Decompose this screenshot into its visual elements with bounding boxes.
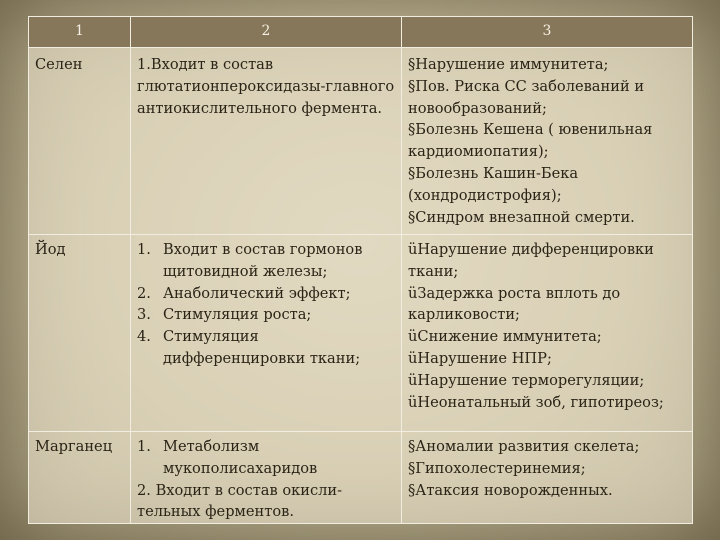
functions-list: [137, 436, 395, 480]
bullet-marker: ü: [408, 393, 418, 411]
functions-cell: [131, 235, 402, 432]
deficiency-cell: [402, 235, 693, 432]
header-cell-3: 3: [402, 17, 693, 48]
deficiency-text: Неонатальный зоб, гипотиреоз;: [417, 393, 664, 411]
functions-cell: [131, 48, 402, 235]
bullet-marker: §: [408, 77, 416, 95]
header-row: [29, 17, 693, 48]
list-item: [137, 304, 395, 326]
list-item: [408, 436, 686, 458]
list-item: [408, 239, 686, 283]
element-name-cell: Селен: [29, 48, 131, 235]
list-item: [408, 348, 686, 370]
table-row: [29, 235, 693, 432]
function-text: Стимуляция роста;: [163, 306, 312, 324]
list-item: [137, 436, 395, 480]
element-name-cell: Марганец: [29, 432, 131, 524]
bullet-marker: §: [408, 208, 416, 226]
deficiency-text: Атаксия новорожденных.: [415, 481, 613, 499]
deficiency-text: Болезнь Кашин-Бека (хондродистрофия);: [408, 164, 579, 204]
item-number: 4.: [137, 328, 151, 346]
list-item: [408, 480, 686, 502]
functions-list: [137, 239, 395, 370]
functions-tail-text: 2. Входит в состав окисли-тельных ферментов.: [137, 481, 343, 521]
list-item: [408, 283, 686, 327]
list-item: [137, 326, 395, 370]
deficiency-text: Синдром внезапной смерти.: [415, 208, 635, 226]
list-item: [137, 239, 395, 283]
deficiency-cell: [402, 432, 693, 524]
header-cell-2: 2: [131, 17, 402, 48]
list-item: [408, 76, 686, 120]
deficiency-text: Нарушение НПР;: [417, 349, 552, 367]
bullet-marker: ü: [408, 349, 418, 367]
functions-text: 1.Входит в состав глютатионпероксидазы-главного антиокислительного фермента.: [137, 56, 395, 117]
deficiency-text: Гипохолестеринемия;: [415, 459, 586, 477]
deficiency-list: [408, 239, 686, 413]
bullet-marker: §: [408, 56, 416, 73]
deficiency-text: Снижение иммунитета;: [417, 328, 602, 346]
bullet-marker: ü: [408, 328, 418, 346]
table-row: [29, 432, 693, 524]
list-item: [408, 54, 686, 76]
bullet-marker: §: [408, 459, 416, 477]
item-number: 1.: [137, 438, 151, 455]
function-text: Стимуляция дифференцировки ткани;: [163, 328, 361, 367]
bullet-marker: ü: [408, 241, 418, 258]
table-row: [29, 48, 693, 235]
deficiency-text: Пов. Риска СС заболеваний и новообразований;: [408, 77, 645, 117]
bullet-marker: §: [408, 121, 416, 139]
deficiency-text: Нарушение иммунитета;: [415, 56, 609, 73]
deficiency-text: Нарушение дифференцировки ткани;: [408, 241, 654, 280]
list-item: [408, 119, 686, 163]
function-text: Анаболический эффект;: [163, 284, 351, 302]
bullet-marker: ü: [408, 284, 418, 302]
list-item: [408, 163, 686, 207]
bullet-marker: §: [408, 164, 416, 182]
element-name-cell: Йод: [29, 235, 131, 432]
item-number: 1.: [137, 241, 151, 258]
list-item: [137, 283, 395, 305]
deficiency-text: Аномалии развития скелета;: [415, 438, 640, 455]
bullet-marker: §: [408, 481, 416, 499]
list-item: [408, 326, 686, 348]
deficiency-cell: [402, 48, 693, 235]
list-item: [408, 370, 686, 392]
functions-cell: [131, 432, 402, 524]
bullet-marker: ü: [408, 371, 418, 389]
bullet-marker: §: [408, 438, 416, 455]
deficiency-text: Нарушение терморегуляции;: [417, 371, 645, 389]
list-item: [408, 392, 686, 414]
deficiency-text: Болезнь Кешена ( ювенильная кардиомиопатия);: [408, 121, 653, 161]
item-number: 3.: [137, 306, 151, 324]
deficiency-list: [408, 54, 686, 228]
list-item: [408, 458, 686, 480]
deficiency-list: [408, 436, 686, 501]
item-number: 2.: [137, 284, 151, 302]
function-text: Метаболизм мукополисахаридов: [163, 438, 318, 477]
microelements-table: [28, 16, 693, 524]
function-text: Входит в состав гормонов щитовидной железы;: [163, 241, 363, 280]
deficiency-text: Задержка роста вплоть до карликовости;: [408, 284, 621, 324]
header-cell-1: 1: [29, 17, 131, 48]
list-item: [408, 207, 686, 229]
